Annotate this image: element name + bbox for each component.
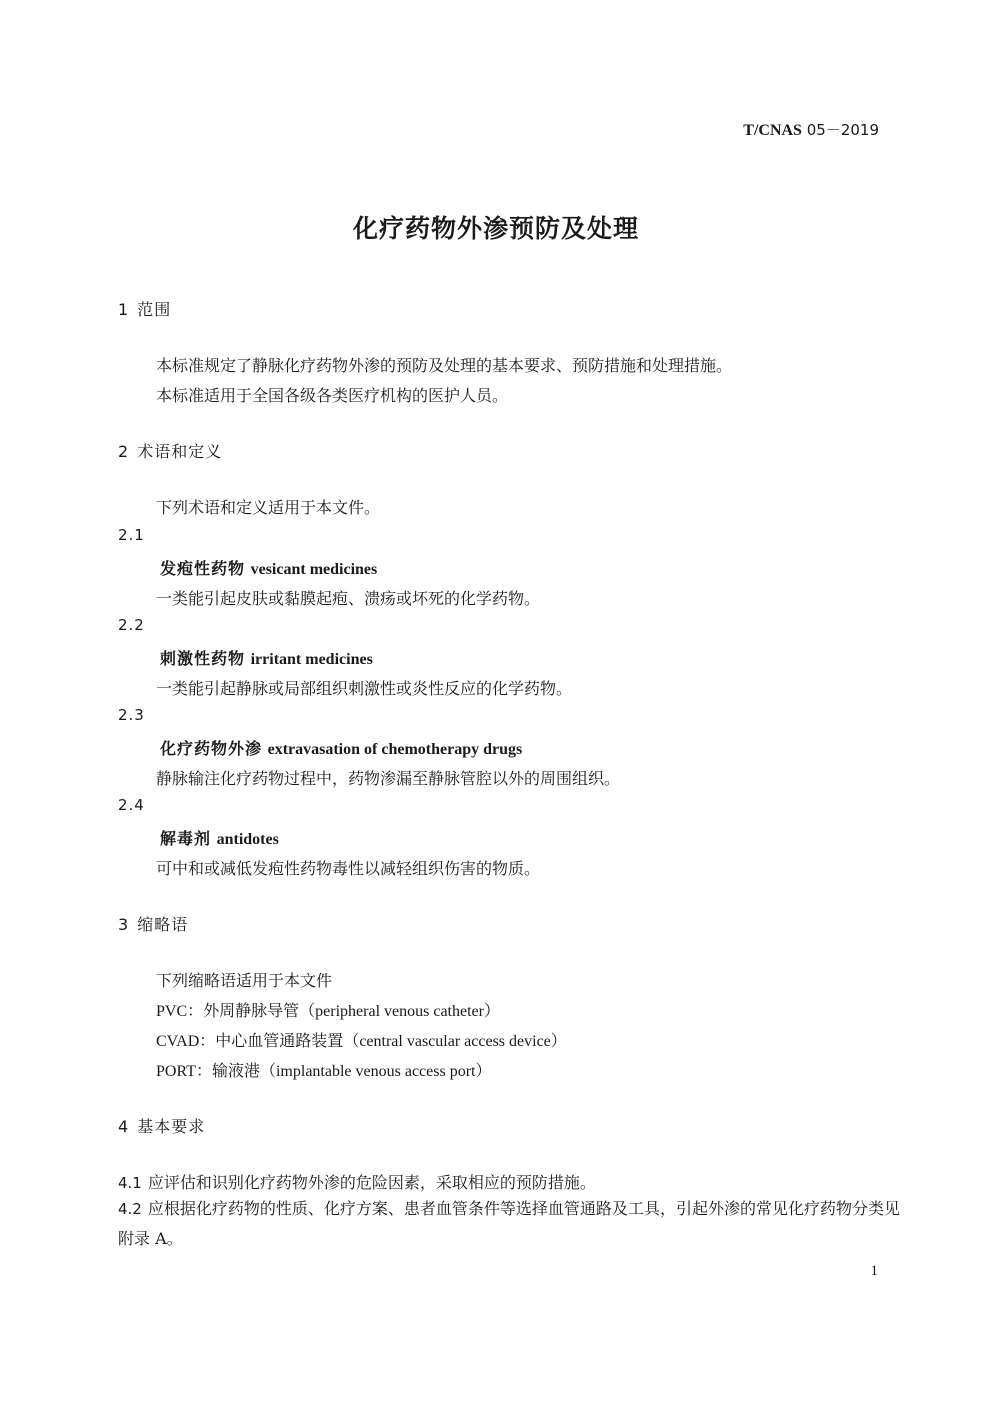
abbreviation-line: PORT：输液港（implantable venous access port） <box>156 1061 492 1080</box>
term-zh: 化疗药物外渗 <box>160 739 263 758</box>
standard-prefix: T/CNAS <box>743 122 802 139</box>
term-number: 2.2 <box>118 616 145 634</box>
section-heading-abbreviations <box>118 912 188 935</box>
abbreviation-zh: 输液港 <box>211 1061 260 1080</box>
requirement-text: 应评估和识别化疗药物外渗的危险因素，采取相应的预防措施。 <box>147 1173 596 1192</box>
standard-code <box>743 119 879 140</box>
abbreviation: CVAD <box>156 1033 200 1050</box>
section-heading-terms <box>118 439 222 462</box>
term-number: 2.4 <box>118 796 145 814</box>
term-heading <box>160 646 373 669</box>
requirement-number: 4.1 <box>118 1174 142 1192</box>
section-number: 1 <box>118 300 130 319</box>
term-heading <box>160 556 377 579</box>
abbreviation-en: peripheral venous catheter <box>315 1003 484 1020</box>
section-title: 基本要求 <box>137 1117 206 1136</box>
requirement-item <box>118 1194 900 1254</box>
term-en: antidotes <box>216 831 279 848</box>
section-number: 2 <box>118 442 130 461</box>
term-definition: 可中和或减低发疱性药物毒性以减轻组织伤害的物质。 <box>156 859 541 878</box>
term-definition: 一类能引起皮肤或黏膜起疱、溃疡或坏死的化学药物。 <box>156 589 541 608</box>
term-zh: 解毒剂 <box>160 829 212 848</box>
abbreviation-line: CVAD：中心血管通路装置（central vascular access device） <box>156 1031 567 1050</box>
paragraph: 本标准规定了静脉化疗药物外渗的预防及处理的基本要求、预防措施和处理措施。 <box>156 356 733 375</box>
term-heading <box>160 826 279 849</box>
section-heading-basic-requirements <box>118 1114 205 1137</box>
term-definition: 静脉输注化疗药物过程中，药物渗漏至静脉管腔以外的周围组织。 <box>156 769 621 788</box>
section-title: 术语和定义 <box>137 442 223 461</box>
standard-number: 05－2019 <box>806 121 879 139</box>
abbreviation-en: implantable venous access port <box>275 1063 476 1080</box>
requirement-item <box>118 1170 596 1193</box>
term-definition: 一类能引起静脉或局部组织刺激性或炎性反应的化学药物。 <box>156 679 573 698</box>
term-zh: 发疱性药物 <box>160 559 246 578</box>
abbreviation: PORT <box>156 1063 196 1080</box>
abbreviation-zh: 外周静脉导管 <box>203 1001 300 1020</box>
abbreviation-line: PVC：外周静脉导管（peripheral venous catheter） <box>156 1001 500 1020</box>
paragraph: 下列术语和定义适用于本文件。 <box>156 498 381 517</box>
term-heading <box>160 736 522 759</box>
page-number: 1 <box>870 1263 878 1279</box>
section-number: 4 <box>118 1117 130 1136</box>
document-title: 化疗药物外渗预防及处理 <box>352 214 639 243</box>
term-zh: 刺激性药物 <box>160 649 246 668</box>
paragraph: 本标准适用于全国各级各类医疗机构的医护人员。 <box>156 386 509 405</box>
term-en: vesicant medicines <box>250 561 378 578</box>
section-title: 缩略语 <box>137 915 189 934</box>
term-en: irritant medicines <box>250 651 373 668</box>
term-number: 2.3 <box>118 706 145 724</box>
term-en: extravasation of chemotherapy drugs <box>267 741 523 758</box>
abbreviation-en: central vascular access device <box>359 1033 551 1050</box>
term-number: 2.1 <box>118 526 145 544</box>
requirement-text: 应根据化疗药物的性质、化疗方案、患者血管条件等选择血管通路及工具，引起外渗的常见化疗药物分类见附录 A。 <box>118 1199 900 1248</box>
section-heading-scope <box>118 297 171 320</box>
requirement-number: 4.2 <box>118 1200 142 1218</box>
section-title: 范围 <box>137 300 172 319</box>
paragraph: 下列缩略语适用于本文件 <box>156 971 333 990</box>
abbreviation-zh: 中心血管通路装置 <box>215 1031 344 1050</box>
abbreviation: PVC <box>156 1003 188 1020</box>
section-number: 3 <box>118 915 130 934</box>
